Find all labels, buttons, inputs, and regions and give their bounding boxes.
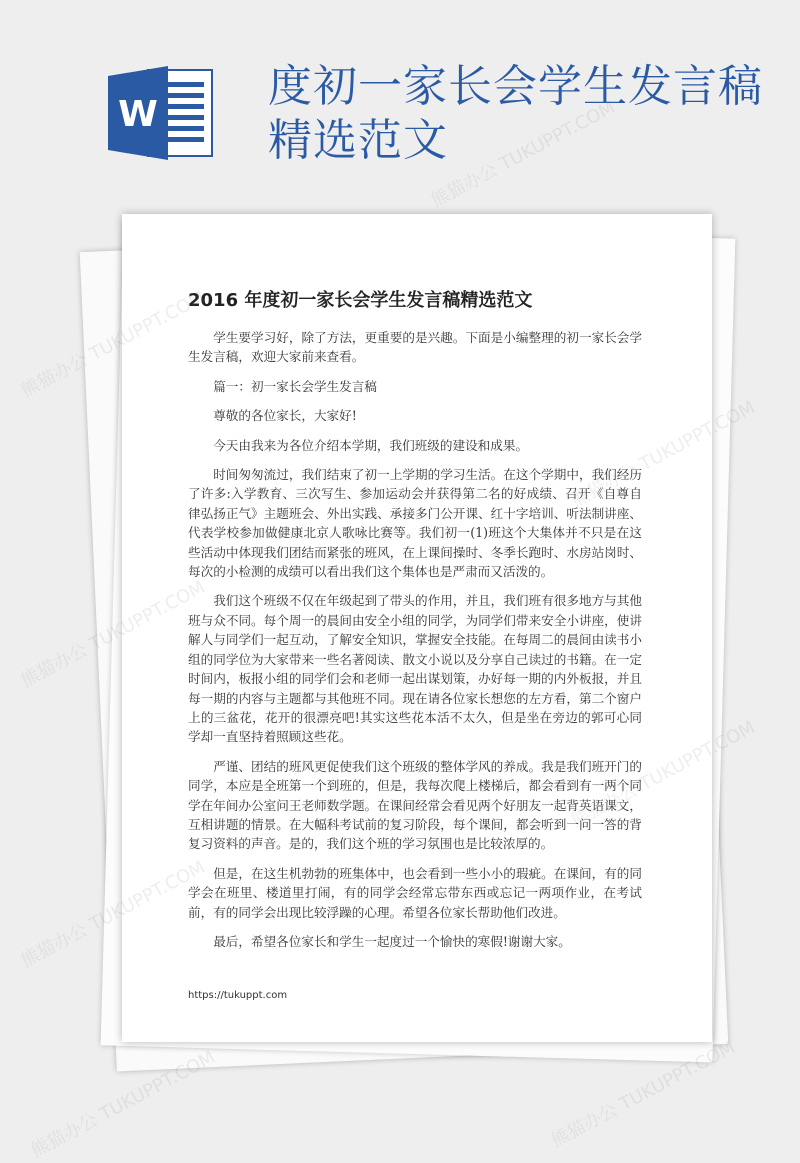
watermark: 熊猫办公 TUKUPPT.COM bbox=[427, 96, 619, 212]
footer-url: https://tukuppt.com bbox=[188, 990, 288, 1001]
paragraph: 今天由我来为各位介绍本学期，我们班级的建设和成果。 bbox=[213, 437, 529, 453]
page-title: 度初一家长会学生发言稿精选范文 bbox=[268, 61, 763, 166]
watermark: 熊猫办公 TUKUPPT.COM bbox=[27, 1046, 219, 1162]
paragraph: 但是，在这生机勃勃的班集体中，也会看到一些小小的瑕疵。在课间，有的同学会在班里、楼道里打闹，有的同学会经常忘带东西或忘记一两项作业，在考试前，有的同学会出现比较浮躁的心理。希望各位家长帮助他们改进。 bbox=[188, 865, 642, 920]
paragraph: 严谨、团结的班风更促使我们这个班级的整体学风的养成。我是我们班开门的同学，本应是全班第一个到班的，但是，我每次爬上楼梯后，都会看到有一两个同学在年间办公室问王老师数学题。在课间经常会看见两个好朋友一起背英语课文，互相讲题的情景。在大幅科考试前的复习阶段，每个课间，都会听到一问一答的背复习资料的声音。是的，我们这个班的学习氛围也是比较浓厚的。 bbox=[188, 758, 642, 852]
svg-text:W: W bbox=[118, 94, 158, 135]
word-document-icon bbox=[108, 66, 216, 160]
article-title: 2016 年度初一家长会学生发言稿精选范文 bbox=[188, 290, 533, 311]
watermark: 熊猫办公 bbox=[17, 349, 92, 402]
paragraph: 尊敬的各位家长，大家好! bbox=[213, 408, 357, 424]
watermark: 熊猫办公 bbox=[17, 919, 92, 972]
paragraph: 篇一：初一家长会学生发言稿 bbox=[213, 378, 377, 394]
document-page bbox=[122, 214, 712, 1042]
article-body bbox=[188, 328, 642, 961]
paragraph: 最后，希望各位家长和学生一起度过一个愉快的寒假!谢谢大家。 bbox=[213, 933, 571, 949]
header-title-area bbox=[268, 60, 768, 168]
paragraph: 学生要学习好，除了方法，更重要的是兴趣。下面是小编整理的初一家长会学生发言稿，欢迎大家前来查看。 bbox=[188, 330, 642, 365]
paragraph: 时间匆匆流过，我们结束了初一上学期的学习生活。在这个学期中，我们经历了许多:入学教育、三次写生、参加运动会并获得第二名的好成绩、召开《自尊自律弘扬正气》主题班会、外出实践、承接多门公开课、红十字培训、听法制讲座、代表学校参加做健康北京人歌咏比赛等。我们初一(1)班这个大集体并不只是在这些活动中体现我们团结而紧张的班风，在上课间操时、冬季长跑时、水房站岗时、每次的小检测的成绩可以看出我们这个集体也是严肃而又活泼的。 bbox=[188, 467, 642, 580]
paragraph: 我们这个班级不仅在年级起到了带头的作用，并且，我们班有很多地方与其他班与众不同。每个周一的晨间由安全小组的同学，为同学们带来安全小讲座，使讲解人与同学们一起互动，了解安全知识，掌握安全技能。在每周二的晨间由读书小组的同学位为大家带来一些名著阅读、散文小说以及分享自己读过的书籍。在一定时间内，板报小组的同学们会和老师一起出谋划策，办好每一期的内外板报，并且每一期的内容与主题都与其他班不同。现在请各位家长想您的左方看，第二个窗户上的三盆花，花开的很漂亮吧!其实这些花本活不太久，但是坐在旁边的郭可心同学却一直坚持着照顾这些花。 bbox=[188, 593, 642, 745]
watermark: 熊猫办公 TUKUPPT.COM bbox=[547, 1036, 739, 1152]
watermark: 熊猫办公 bbox=[17, 639, 92, 692]
